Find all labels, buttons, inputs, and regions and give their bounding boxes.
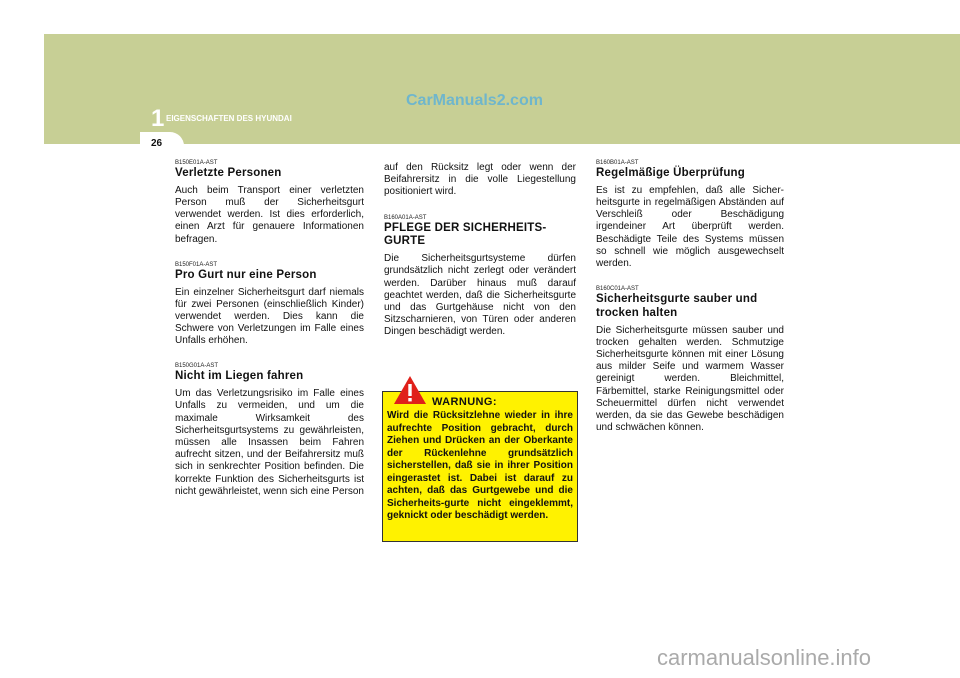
section-heading: Regelmäßige Überprüfung bbox=[596, 167, 746, 179]
section-body: Es ist zu empfehlen, daß alle Sicher-heitsgurte in regelmäßigen Abständen auf Verschleiß oder Beschädigung irgendeiner Art überprüft werden. Beschädigte Teile des Systems müssen so schnell wie möglich ausgewechselt werden. bbox=[596, 184, 784, 269]
warning-box bbox=[382, 391, 578, 542]
section-nicht-im-liegen bbox=[175, 363, 364, 497]
section-heading: Sicherheitsgurte sauber und trocken halten bbox=[596, 293, 758, 319]
warning-body: Wird die Rücksitzlehne wieder in ihre aufrechte Position gebracht, durch Ziehen und Drücken an der Oberkante der Rückenlehne grundsätzlich sicherstellen, daß sie in ihrer Position eingerastet ist. Dabei ist darauf zu achten, daß das Gurtgewebe und die Sicherheits-gurte nicht eingeklemmt, geknickt oder beschädigt werden. bbox=[387, 410, 573, 521]
chapter-number: 1 bbox=[151, 105, 165, 132]
section-code: B160C01A-AST bbox=[596, 286, 639, 293]
section-body: Die Sicherheitsgurtsysteme dürfen grundsätzlich nicht zerlegt oder verändert werden. Darüber hinaus muß darauf geachtet werden, daß die Sicherheitsgurte und das Gurtgehäuse nicht von den Sitzscharnieren, von Türen oder anderen Dingen beschädigt werden. bbox=[384, 253, 576, 338]
section-body: Die Sicherheitsgurte müssen sauber und trocken gehalten werden. Schmutzige Sicherheitsgurte können mit einer Lösung aus milder Seife und warmem Wasser gereinigt werden. Bleichmittel, Färbemittel, starke Reinigungsmittel oder Scheuermittel dürfen nicht verwendet werden, da sie das Gewebe beschädigen und schwächen können. bbox=[596, 324, 784, 434]
section-pflege bbox=[384, 215, 576, 339]
section-body: Auch beim Transport einer verletzten Person muß der Sicherheitsgurt verwendet werden. Ist dies erforderlich, einen Arzt für genauere Informationen befragen. bbox=[175, 184, 364, 245]
section-code: B160B01A-AST bbox=[596, 160, 639, 166]
section-code: B160A01A-AST bbox=[384, 214, 427, 221]
section-heading: Nicht im Liegen fahren bbox=[175, 370, 304, 383]
page-number: 26 bbox=[151, 138, 163, 149]
section-sauber-trocken bbox=[596, 286, 784, 434]
section-heading: Verletzte Personen bbox=[175, 167, 282, 179]
section-code: B150G01A-AST bbox=[175, 363, 219, 370]
chapter-title: EIGENSCHAFTEN DES HYUNDAI bbox=[166, 114, 292, 123]
section-body: Um das Verletzungsrisiko im Falle eines Unfalls zu vermeiden, und um die maximale Wirksamkeit des Sicherheitsgurtsystems zu gewährleisten, müssen alle Insassen beim Fahren aufrecht sitzen, und der Beifahrersitz muß sich in senkrechter Position befinden. Die korrekte Funktion des Sicherheitsgurts ist nicht gewährleistet, wenn sich eine Person bbox=[175, 388, 364, 497]
footer-watermark: carmanualsonline.info bbox=[657, 645, 872, 670]
section-pro-gurt bbox=[175, 262, 364, 348]
continuation-text: auf den Rücksitz legt oder wenn der Beifahrersitz in die volle Liegestellung positioniert wird. bbox=[384, 162, 576, 198]
section-code: B150F01A-AST bbox=[175, 261, 218, 268]
section-heading: PFLEGE DER SICHERHEITS-GURTE bbox=[384, 221, 547, 248]
section-regelmaessige-ueberpruefung bbox=[596, 160, 784, 270]
column-3 bbox=[596, 160, 784, 450]
watermark-link[interactable]: CarManuals2.com bbox=[406, 92, 543, 109]
header-band bbox=[44, 34, 960, 144]
warning-title: WARNUNG: bbox=[432, 396, 497, 408]
section-verletzte-personen bbox=[175, 160, 364, 246]
section-code: B150E01A-AST bbox=[175, 160, 218, 166]
section-heading: Pro Gurt nur eine Person bbox=[175, 268, 317, 281]
section-body: Ein einzelner Sicherheitsgurt darf niemals für zwei Personen (einschließlich Kinder) verwendet werden. Dies kann die Schwere von Verletzungen im Falle eines Unfalls erhöhen. bbox=[175, 286, 364, 347]
column-2 bbox=[384, 162, 576, 354]
column-1 bbox=[175, 160, 364, 514]
warning-triangle-icon bbox=[393, 375, 427, 405]
